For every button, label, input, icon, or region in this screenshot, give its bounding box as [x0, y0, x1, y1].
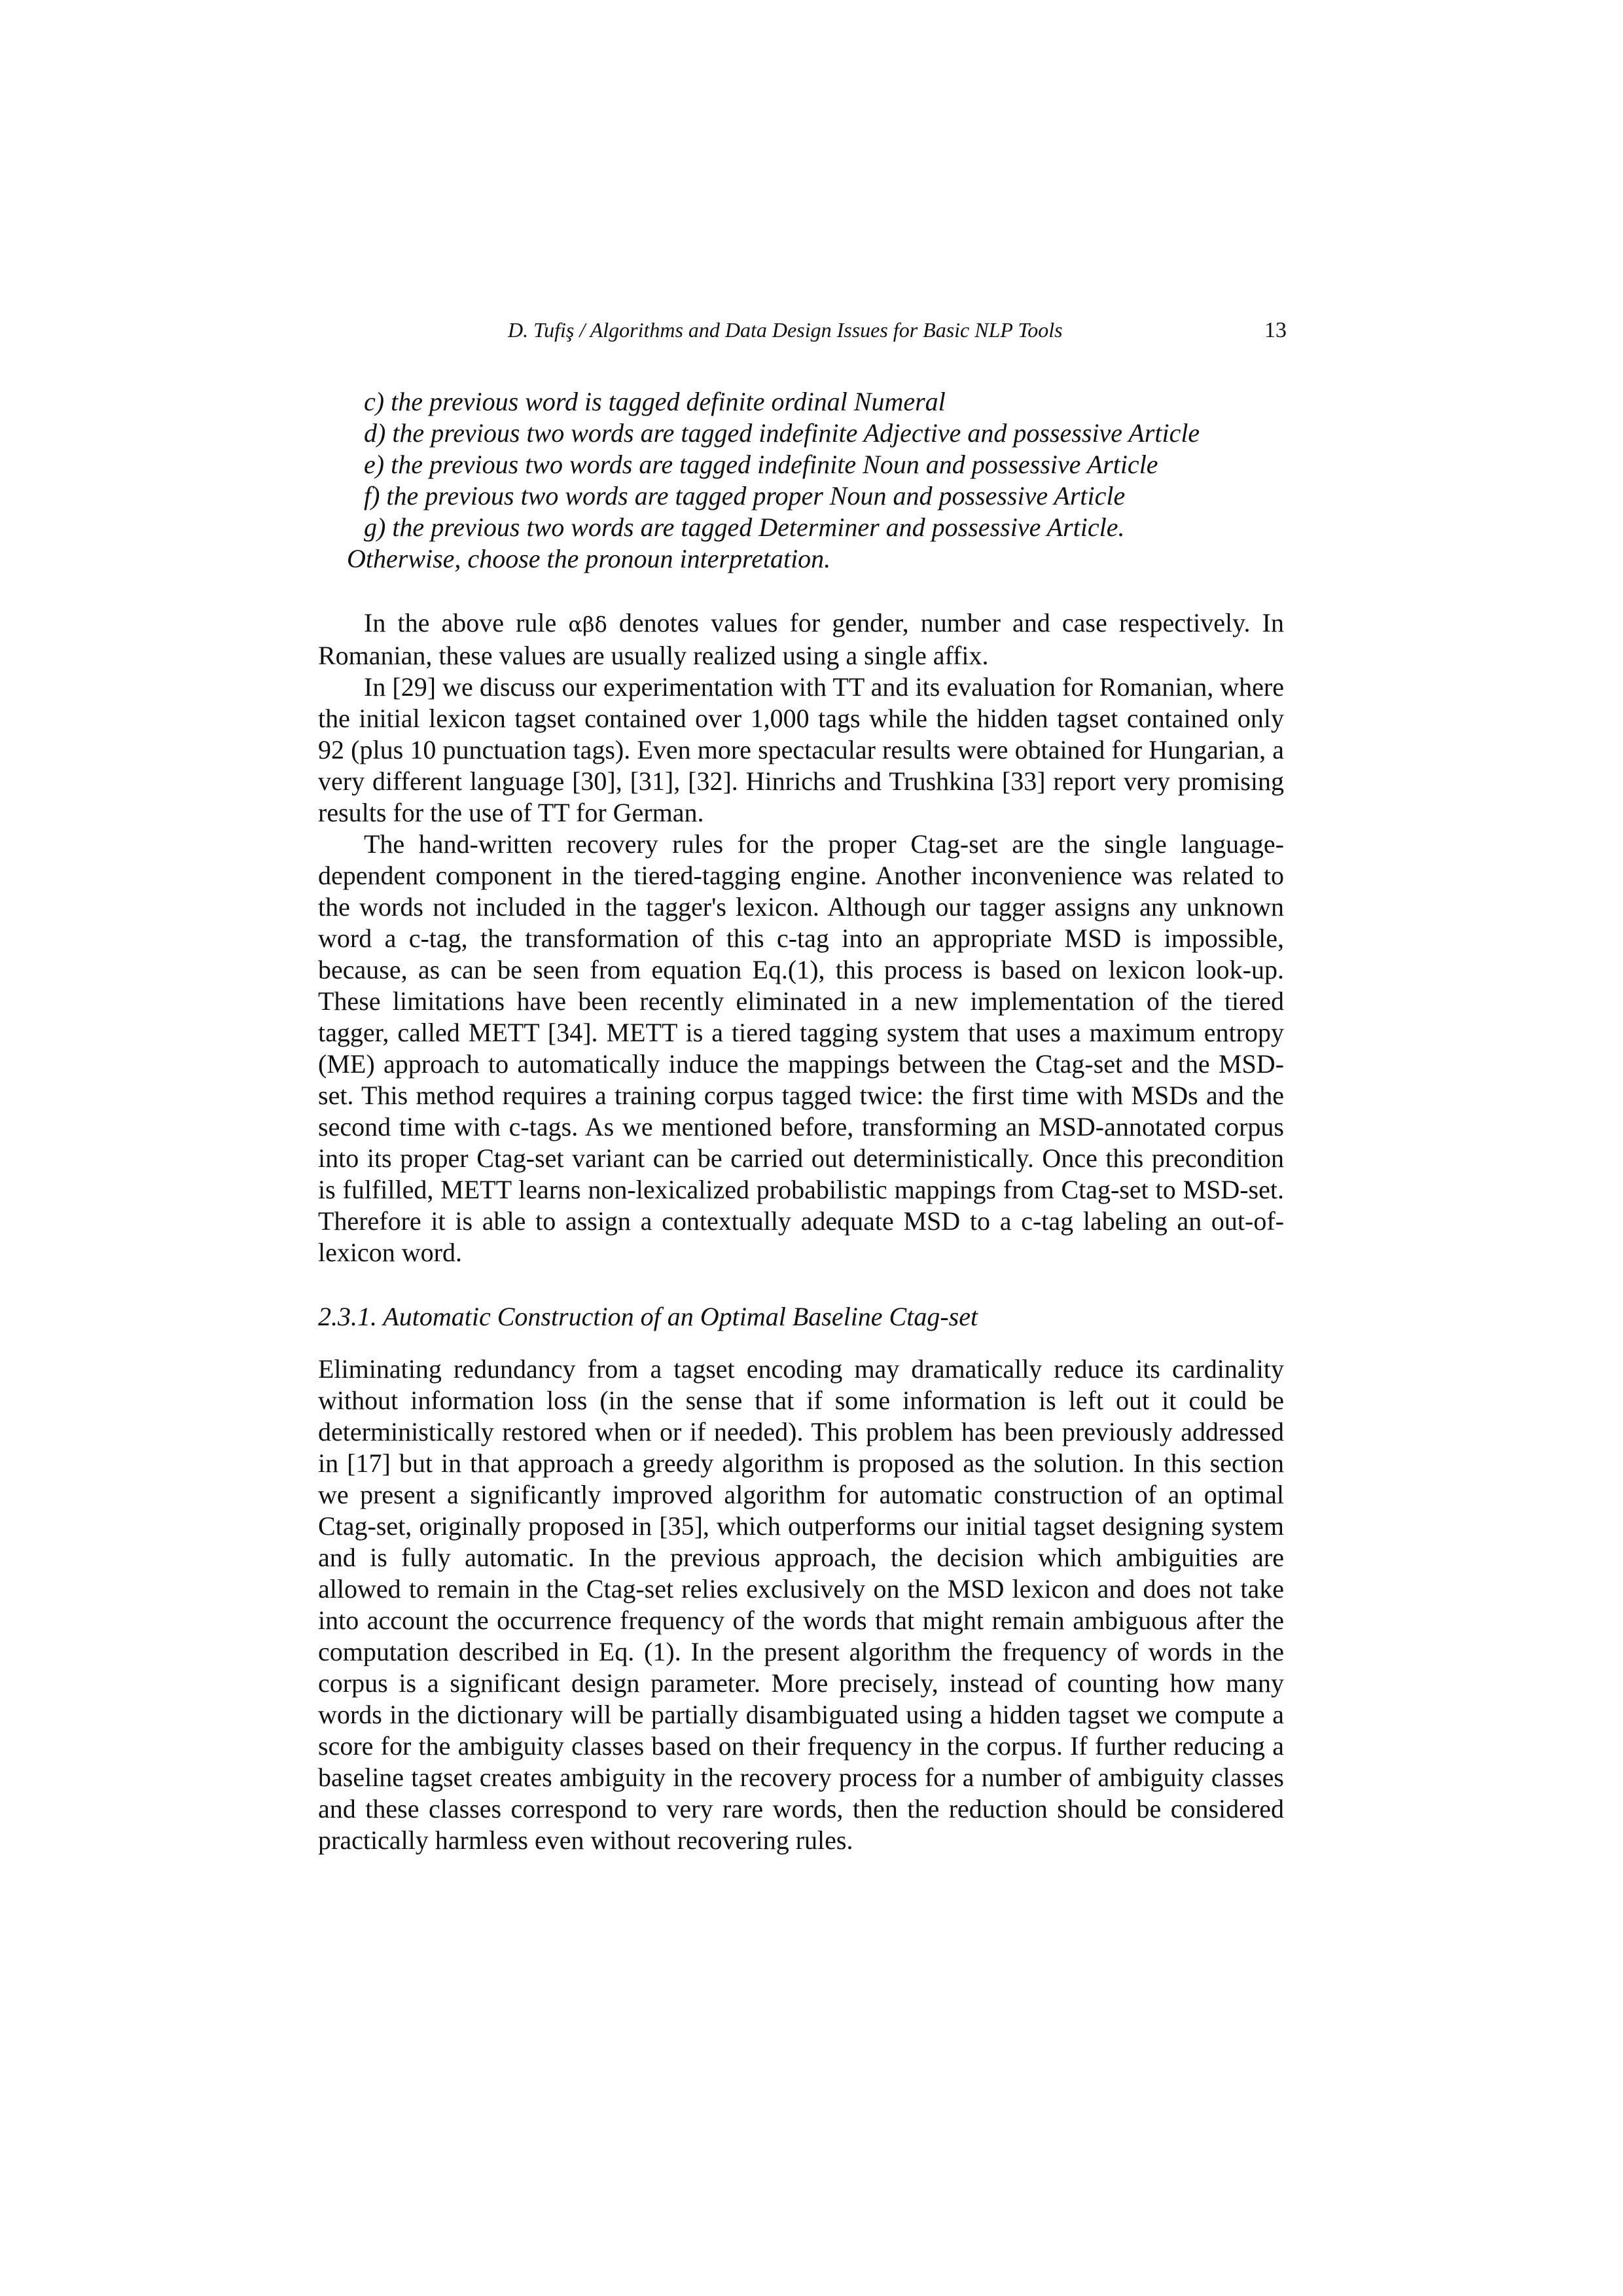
- header-title: D. Tufiş / Algorithms and Data Design Issues for Basic NLP Tools: [508, 318, 1063, 342]
- page-number: 13: [1264, 318, 1287, 342]
- greek-symbols: αβδ: [568, 612, 607, 637]
- paragraph-text: In the above rule: [364, 608, 569, 637]
- paragraph-recovery-rules: The hand-written recovery rules for the proper Ctag-set are the single language-dependent component in the tiered-tagging engine. Another inconvenience was related to the words not included in the tagger's lexicon. Although our tagger assigns any unknown word a c-tag, the transformation of this c-tag into an appropriate MSD is impossible, because, as can be seen from equation Eq.(1), this process is based on lexicon look-up. These limitations have been recently eliminated in a new implementation of the tiered tagger, called METT [34]. METT is a tiered tagging system that uses a maximum entropy (ME) approach to automatically induce the mappings between the Ctag-set and the MSD-set. This method requires a training corpus tagged twice: the first time with MSDs and the second time with c-tags. As we mentioned before, transforming an MSD-annotated corpus into its proper Ctag-set variant can be carried out deterministically. Once this precondition is fulfilled, METT learns non-lexicalized probabilistic mappings from Ctag-set to MSD-set. Therefore it is able to assign a contextually adequate MSD to a c-tag labeling an out-of-lexicon word.: [318, 829, 1284, 1267]
- paragraph-affix: [318, 607, 1284, 672]
- rule-line: f) the previous two words are tagged proper Noun and possessive Article: [364, 481, 1126, 511]
- rule-line: e) the previous two words are tagged indefinite Noun and possessive Article: [364, 450, 1158, 479]
- running-header: [318, 318, 1287, 347]
- section-body: [318, 1354, 1284, 1856]
- paragraph-redundancy: Eliminating redundancy from a tagset encoding may dramatically reduce its cardinality without information loss (in the sense that if some information is left out it could be deterministically restored when or if needed). This problem has been previously addressed in [17] but in that approach a greedy algorithm is proposed as the solution. In this section we present a significantly improved algorithm for automatic construction of an optimal Ctag-set, originally proposed in [35], which outperforms our initial tagset designing system and is fully automatic. In the previous approach, the decision which ambiguities are allowed to remain in the Ctag-set relies exclusively on the MSD lexicon and does not take into account the occurrence frequency of the words that might remain ambiguous after the computation described in Eq. (1). In the present algorithm the frequency of words in the corpus is a significant design parameter. More precisely, instead of counting how many words in the dictionary will be partially disambiguated using a hidden tagset we compute a score for the ambiguity classes based on their frequency in the corpus. If further reducing a baseline tagset creates ambiguity in the recovery process for a number of ambiguity classes and these classes correspond to very rare words, then the reduction should be considered practically harmless even without recovering rules.: [318, 1354, 1284, 1855]
- rule-line: d) the previous two words are tagged indefinite Adjective and possessive Article: [364, 418, 1200, 448]
- body-paragraphs: [318, 607, 1284, 1268]
- rule-otherwise: Otherwise, choose the pronoun interpretation.: [347, 544, 831, 573]
- rule-conditions-list: [347, 386, 1293, 575]
- section-heading: 2.3.1. Automatic Construction of an Optimal Baseline Ctag-set: [318, 1302, 978, 1331]
- paragraph-experimentation: In [29] we discuss our experimentation with TT and its evaluation for Romanian, where the initial lexicon tagset contained over 1,000 tags while the hidden tagset contained only 92 (plus 10 punctuation tags). Even more spectacular results were obtained for Hungarian, a very different language [30], [31], [32]. Hinrichs and Trushkina [33] report very promising results for the use of TT for German.: [318, 672, 1284, 827]
- rule-line: g) the previous two words are tagged Determiner and possessive Article.: [364, 512, 1125, 542]
- rule-line: c) the previous word is tagged definite ordinal Numeral: [364, 387, 946, 416]
- paragraph-text: denotes values for gender, number and case respectively. In Romanian, these values are usually realized using a single affix.: [318, 608, 1284, 670]
